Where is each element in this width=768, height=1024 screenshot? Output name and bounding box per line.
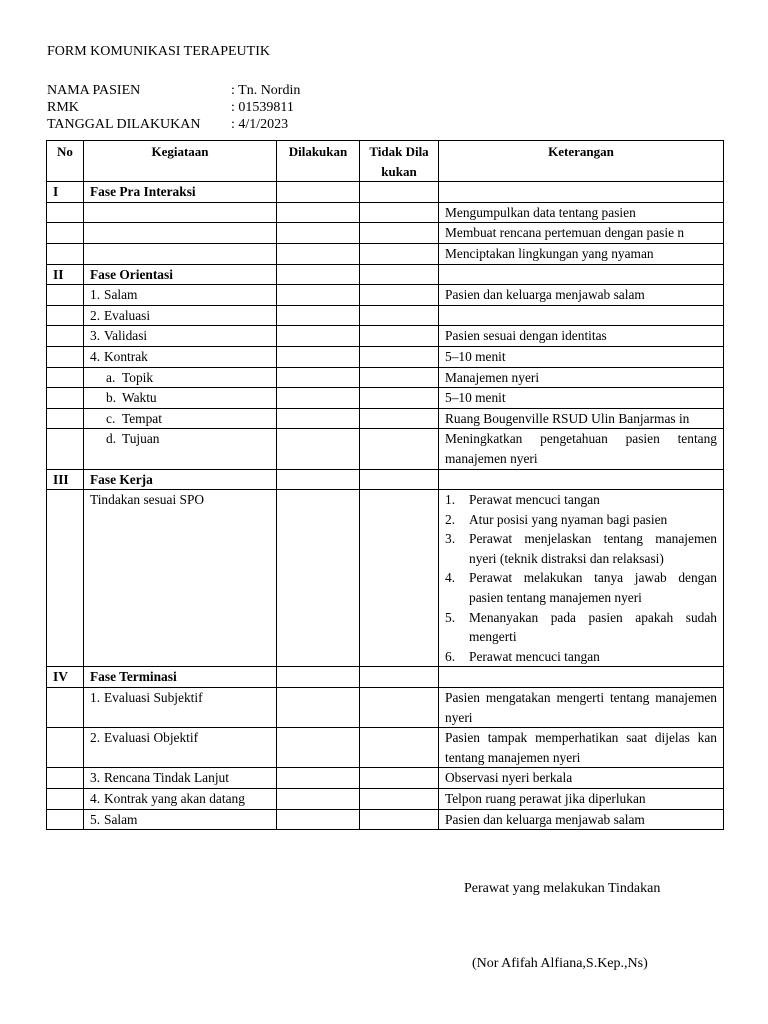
item-number: 3. (90, 328, 101, 344)
kegiatan-cell (84, 809, 277, 830)
tidak-dilakukan-cell (360, 809, 439, 830)
no-cell (47, 789, 84, 810)
step-text: Perawat mencuci tangan (469, 648, 600, 664)
header-tidak-dilakukan: Tidak Dila kukan (360, 141, 439, 182)
signature-caption: Perawat yang melakukan Tindakan (464, 881, 661, 896)
keterangan-cell: Pasien tampak memperhatikan saat dijelas kan tentang manajemen nyeri (439, 728, 724, 768)
kegiatan-cell (84, 789, 277, 810)
keterangan-cell (439, 182, 724, 203)
activity-table (46, 140, 724, 830)
no-cell (47, 326, 84, 347)
tidak-dilakukan-cell (360, 429, 439, 469)
item-text: Tujuan (122, 431, 160, 447)
date-row (47, 116, 300, 133)
item-text: Evaluasi Objektif (104, 730, 199, 746)
table-row (47, 768, 724, 789)
table-row (47, 490, 724, 667)
step-text: Perawat melakukan tanya jawab dengan pasien tentang manajemen nyeri (469, 570, 717, 606)
dilakukan-cell (277, 490, 360, 667)
keterangan-cell: Pasien dan keluarga menjawab salam (439, 285, 724, 306)
patient-name-row (47, 82, 300, 99)
phase-name: Fase Terminasi (84, 667, 277, 688)
dilakukan-cell (277, 243, 360, 264)
item-number: a. (106, 369, 116, 385)
list-item (445, 490, 717, 510)
item-number: 5. (90, 811, 101, 827)
tidak-dilakukan-cell (360, 264, 439, 285)
keterangan-cell: Ruang Bougenville RSUD Ulin Banjarmas in (439, 408, 724, 429)
patient-info (47, 82, 300, 133)
tidak-dilakukan-cell (360, 768, 439, 789)
item-number: 1. (90, 690, 101, 706)
keterangan-cell (439, 469, 724, 490)
table-row (47, 223, 724, 244)
dilakukan-cell (277, 305, 360, 326)
tidak-dilakukan-cell (360, 490, 439, 667)
phase-name: Fase Pra Interaksi (84, 182, 277, 203)
item-text: Kontrak yang akan datang (104, 791, 245, 806)
item-number: c. (106, 410, 116, 426)
no-cell (47, 388, 84, 409)
keterangan-cell: 5–10 menit (439, 388, 724, 409)
phase-row (47, 667, 724, 688)
item-text: Rencana Tindak Lanjut (104, 770, 229, 786)
kegiatan-cell (84, 223, 277, 244)
table-row (47, 809, 724, 830)
no-cell (47, 809, 84, 830)
dilakukan-cell (277, 809, 360, 830)
item-number: 4. (90, 791, 101, 806)
table-row (47, 326, 724, 347)
step-number: 6. (445, 648, 456, 664)
table-row (47, 346, 724, 367)
no-cell (47, 490, 84, 667)
item-text: Evaluasi (104, 307, 151, 323)
no-cell (47, 429, 84, 469)
kegiatan-cell: Tindakan sesuai SPO (84, 490, 277, 667)
dilakukan-cell (277, 367, 360, 388)
keterangan-cell (439, 490, 724, 667)
table-row (47, 728, 724, 768)
no-cell (47, 223, 84, 244)
table-row (47, 285, 724, 306)
header-keterangan: Keterangan (439, 141, 724, 182)
phase-name: Fase Kerja (84, 469, 277, 490)
tidak-dilakukan-cell (360, 388, 439, 409)
table-row (47, 305, 724, 326)
table-row (47, 688, 724, 728)
keterangan-cell (439, 305, 724, 326)
kegiatan-cell (84, 408, 277, 429)
item-text: Salam (104, 287, 138, 303)
no-cell (47, 768, 84, 789)
phase-name: Fase Orientasi (84, 264, 277, 285)
no-cell (47, 285, 84, 306)
header-kegiataan: Kegiataan (84, 141, 277, 182)
kegiatan-cell (84, 346, 277, 367)
item-number: 3. (90, 770, 101, 786)
rmk-label: RMK (47, 100, 79, 115)
dilakukan-cell (277, 768, 360, 789)
kegiatan-cell (84, 243, 277, 264)
phase-row (47, 264, 724, 285)
phase-row (47, 469, 724, 490)
keterangan-cell: Pasien dan keluarga menjawab salam (439, 809, 724, 830)
item-number: 2. (90, 730, 101, 746)
table-row (47, 429, 724, 469)
dilakukan-cell (277, 429, 360, 469)
item-text: Tempat (122, 410, 162, 426)
item-number: b. (106, 390, 117, 406)
tidak-dilakukan-cell (360, 243, 439, 264)
list-item (445, 510, 717, 530)
patient-name-value: : Tn. Nordin (231, 83, 301, 98)
step-number: 3. (445, 531, 456, 547)
dilakukan-cell (277, 388, 360, 409)
date-label: TANGGAL DILAKUKAN (47, 117, 201, 132)
keterangan-cell: Meningkatkan pengetahuan pasien tentang manajemen nyeri (439, 429, 724, 469)
dilakukan-cell (277, 326, 360, 347)
keterangan-cell: Membuat rencana pertemuan dengan pasie n (439, 223, 724, 244)
form-title: FORM KOMUNIKASI TERAPEUTIK (47, 44, 270, 59)
list-item (445, 568, 717, 607)
kegiatan-cell (84, 305, 277, 326)
item-number: 2. (90, 307, 101, 323)
kegiatan-cell (84, 326, 277, 347)
no-cell (47, 408, 84, 429)
dilakukan-cell (277, 408, 360, 429)
date-value: : 4/1/2023 (231, 117, 289, 132)
dilakukan-cell (277, 688, 360, 728)
kegiatan-cell (84, 388, 277, 409)
list-item (445, 608, 717, 647)
step-text: Menanyakan pada pasien apakah sudah mengerti (469, 609, 717, 645)
item-text: Evaluasi Subjektif (104, 690, 203, 706)
tidak-dilakukan-cell (360, 202, 439, 223)
signer-name: (Nor Afifah Alfiana,S.Kep.,Ns) (472, 956, 648, 971)
dilakukan-cell (277, 202, 360, 223)
keterangan-cell (439, 667, 724, 688)
keterangan-cell: 5–10 menit (439, 346, 724, 367)
header-no: No (47, 141, 84, 182)
phase-number: IV (47, 667, 84, 688)
keterangan-cell: Manajemen nyeri (439, 367, 724, 388)
table-row (47, 367, 724, 388)
tidak-dilakukan-cell (360, 688, 439, 728)
table-row (47, 243, 724, 264)
table-row (47, 408, 724, 429)
step-number: 2. (445, 511, 456, 527)
keterangan-cell (439, 264, 724, 285)
list-item (445, 647, 717, 667)
dilakukan-cell (277, 264, 360, 285)
dilakukan-cell (277, 223, 360, 244)
item-number: d. (106, 431, 117, 447)
procedure-steps (445, 490, 717, 666)
step-text: Perawat mencuci tangan (469, 492, 600, 508)
phase-number: III (47, 469, 84, 490)
dilakukan-cell (277, 667, 360, 688)
item-number: 4. (90, 348, 101, 364)
dilakukan-cell (277, 728, 360, 768)
tidak-dilakukan-cell (360, 305, 439, 326)
no-cell (47, 305, 84, 326)
tidak-dilakukan-cell (360, 408, 439, 429)
phase-number: I (47, 182, 84, 203)
keterangan-cell: Observasi nyeri berkala (439, 768, 724, 789)
step-number: 5. (445, 609, 456, 625)
item-text: Kontrak (104, 348, 148, 364)
tidak-dilakukan-cell (360, 469, 439, 490)
kegiatan-cell (84, 688, 277, 728)
no-cell (47, 728, 84, 768)
step-number: 1. (445, 492, 456, 508)
tidak-dilakukan-cell (360, 346, 439, 367)
table-row (47, 789, 724, 810)
tidak-dilakukan-cell (360, 285, 439, 306)
rmk-row (47, 99, 300, 116)
table-header-row (47, 141, 724, 182)
table-row (47, 202, 724, 223)
patient-name-label: NAMA PASIEN (47, 83, 141, 98)
no-cell (47, 688, 84, 728)
tidak-dilakukan-cell (360, 367, 439, 388)
kegiatan-cell (84, 429, 277, 469)
step-text: Perawat menjelaskan tentang manajemen nyeri (teknik distraksi dan relaksasi) (469, 531, 717, 566)
dilakukan-cell (277, 285, 360, 306)
table-row (47, 388, 724, 409)
dilakukan-cell (277, 469, 360, 490)
dilakukan-cell (277, 789, 360, 810)
kegiatan-cell (84, 202, 277, 223)
kegiatan-cell (84, 768, 277, 789)
no-cell (47, 346, 84, 367)
kegiatan-cell (84, 285, 277, 306)
list-item (445, 529, 717, 568)
tidak-dilakukan-cell (360, 789, 439, 810)
item-text: Salam (104, 811, 138, 827)
no-cell (47, 243, 84, 264)
kegiatan-cell (84, 367, 277, 388)
dilakukan-cell (277, 182, 360, 203)
item-number: 1. (90, 287, 101, 303)
keterangan-cell: Pasien mengatakan mengerti tentang manajemen nyeri (439, 688, 724, 728)
keterangan-cell: Telpon ruang perawat jika diperlukan (439, 789, 724, 810)
tidak-dilakukan-cell (360, 223, 439, 244)
tidak-dilakukan-cell (360, 326, 439, 347)
keterangan-cell: Mengumpulkan data tentang pasien (439, 202, 724, 223)
phase-number: II (47, 264, 84, 285)
tidak-dilakukan-cell (360, 728, 439, 768)
no-cell (47, 202, 84, 223)
step-text: Atur posisi yang nyaman bagi pasien (469, 511, 668, 527)
tidak-dilakukan-cell (360, 182, 439, 203)
rmk-value: : 01539811 (231, 100, 294, 115)
keterangan-cell: Pasien sesuai dengan identitas (439, 326, 724, 347)
dilakukan-cell (277, 346, 360, 367)
no-cell (47, 367, 84, 388)
tidak-dilakukan-cell (360, 667, 439, 688)
item-text: Validasi (104, 328, 148, 344)
keterangan-cell: Menciptakan lingkungan yang nyaman (439, 243, 724, 264)
item-text: Waktu (122, 390, 157, 406)
phase-row (47, 182, 724, 203)
step-number: 4. (445, 570, 456, 586)
header-dilakukan: Dilakukan (277, 141, 360, 182)
item-text: Topik (122, 369, 154, 385)
kegiatan-cell (84, 728, 277, 768)
